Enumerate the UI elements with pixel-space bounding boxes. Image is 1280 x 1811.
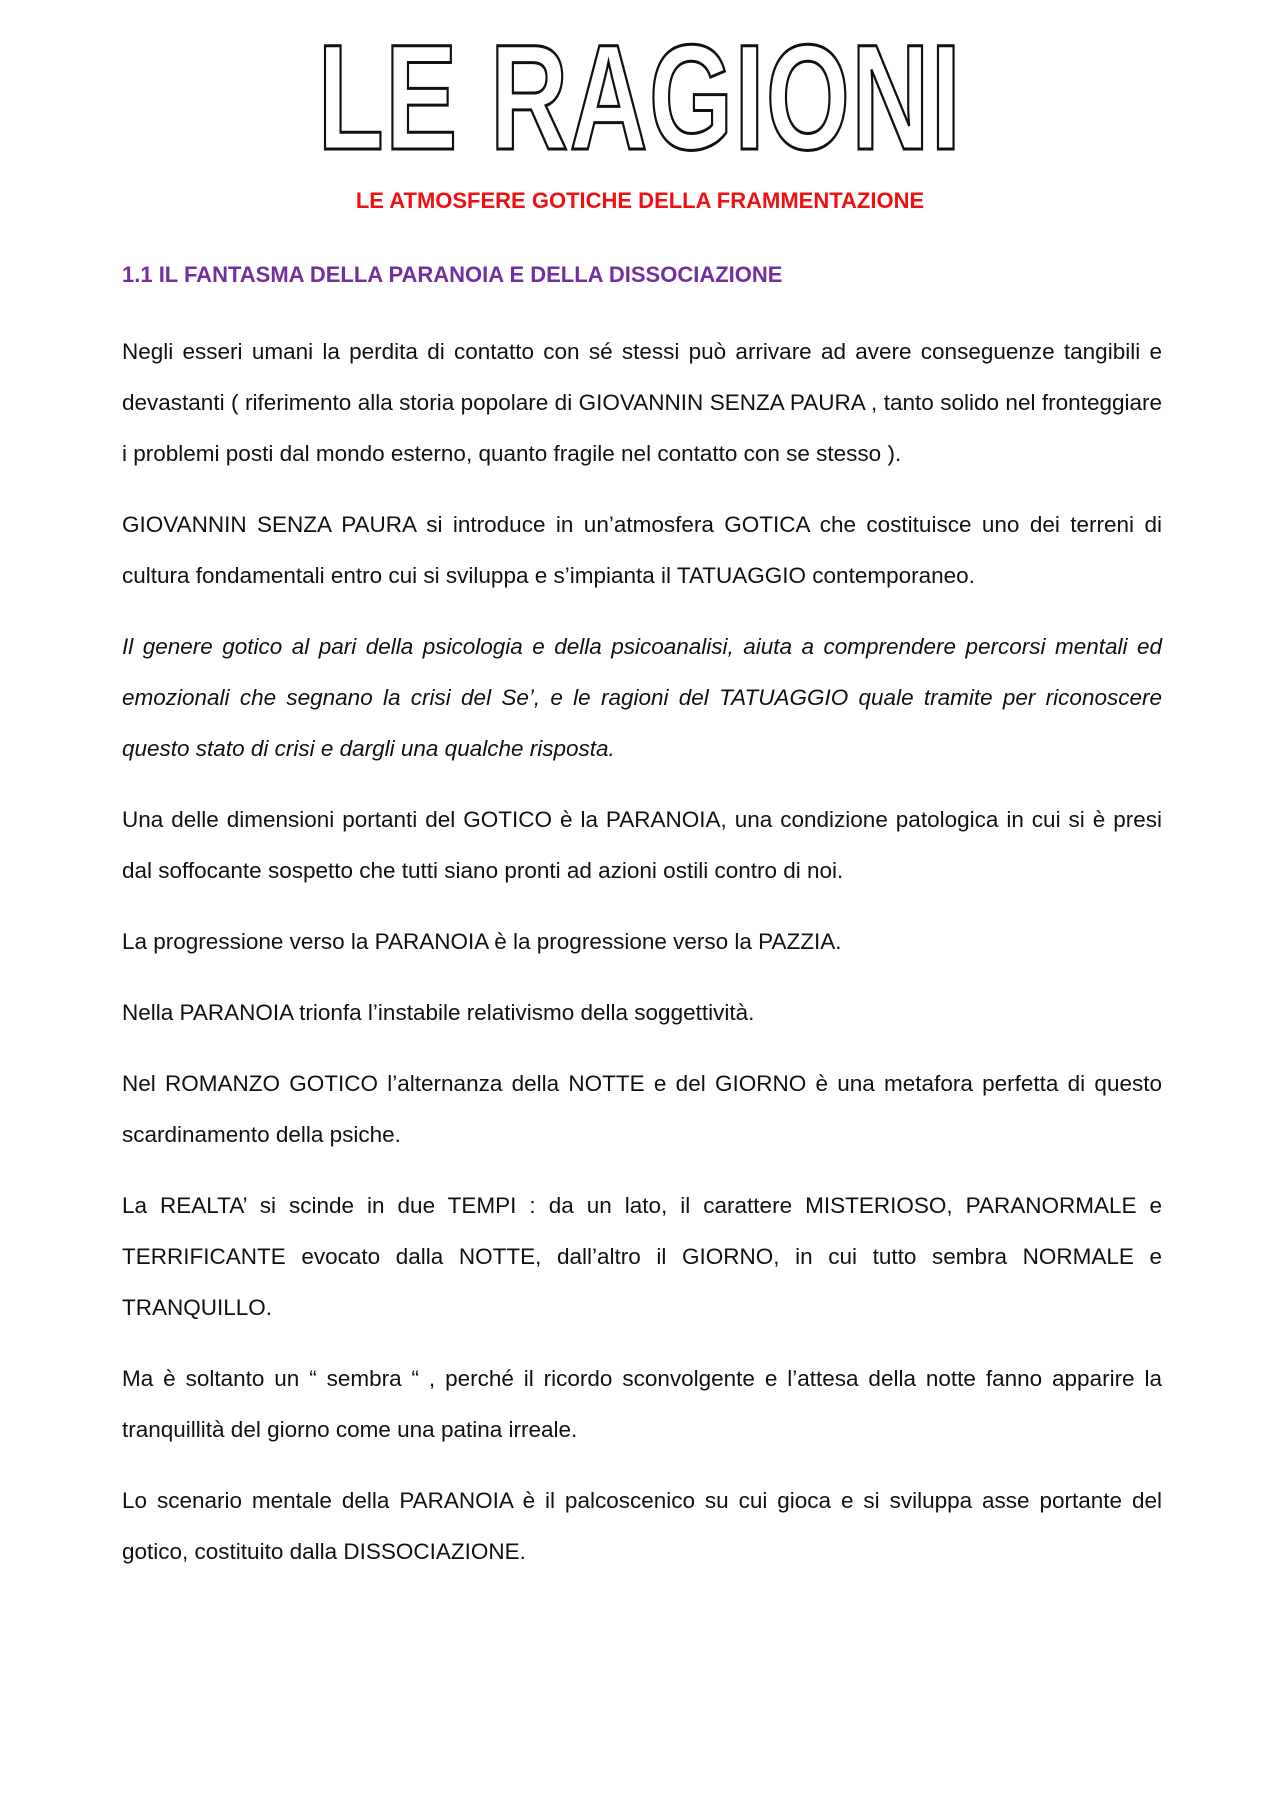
paragraph: Nella PARANOIA trionfa l’instabile relativismo della soggettività. bbox=[122, 1000, 755, 1025]
document-title: LE RAGIONI bbox=[317, 13, 963, 181]
paragraph: La progressione verso la PARANOIA è la progressione verso la PAZZIA. bbox=[122, 929, 842, 954]
document-body bbox=[122, 326, 1162, 1597]
document-subtitle: LE ATMOSFERE GOTICHE DELLA FRAMMENTAZIONE bbox=[355, 188, 925, 213]
paragraph: La REALTA’ si scinde in due TEMPI : da un lato, il carattere MISTERIOSO, PARANORMALE e TERRIFICANTE evocato dalla NOTTE, dall’altro il GIORNO, in cui tutto sembra NORMALE e TRANQUILLO. bbox=[122, 1193, 1162, 1320]
section-heading: 1.1 IL FANTASMA DELLA PARANOIA E DELLA DISSOCIAZIONE bbox=[122, 262, 783, 287]
paragraph: GIOVANNIN SENZA PAURA si introduce in un’atmosfera GOTICA che costituisce uno dei terreni di cultura fondamentali entro cui si sviluppa e s’impianta il TATUAGGIO contemporaneo. bbox=[122, 512, 1162, 588]
paragraph: Lo scenario mentale della PARANOIA è il palcoscenico su cui gioca e si sviluppa asse portante del gotico, costituito dalla DISSOCIAZIONE. bbox=[122, 1488, 1162, 1564]
paragraph: Una delle dimensioni portanti del GOTICO è la PARANOIA, una condizione patologica in cui si è presi dal soffocante sospetto che tutti siano pronti ad azioni ostili contro di noi. bbox=[122, 807, 1162, 883]
paragraph-italic: Il genere gotico al pari della psicologia e della psicoanalisi, aiuta a comprendere percorsi mentali ed emozionali che segnano la crisi del Se’, e le ragioni del TATUAGGIO quale tramite per riconoscere questo stato di crisi e dargli una qualche risposta. bbox=[122, 634, 1162, 761]
paragraph: Negli esseri umani la perdita di contatto con sé stessi può arrivare ad avere conseguenze tangibili e devastanti ( riferimento alla storia popolare di GIOVANNIN SENZA PAURA , tanto solido nel fronteggiare i problemi posti dal mondo esterno, quanto fragile nel contatto con se stesso ). bbox=[122, 339, 1162, 466]
paragraph: Nel ROMANZO GOTICO l’alternanza della NOTTE e del GIORNO è una metafora perfetta di questo scardinamento della psiche. bbox=[122, 1071, 1162, 1147]
paragraph: Ma è soltanto un “ sembra “ , perché il ricordo sconvolgente e l’attesa della notte fanno apparire la tranquillità del giorno come una patina irreale. bbox=[122, 1366, 1162, 1442]
